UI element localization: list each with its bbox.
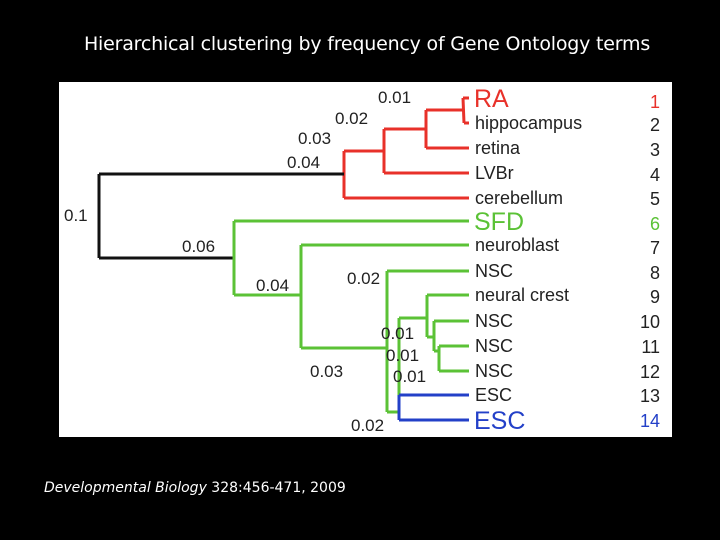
leaf-number: 9	[649, 287, 660, 307]
distance-label: 0.03	[298, 129, 332, 148]
green-cluster-branches	[234, 221, 469, 412]
dendrogram	[59, 82, 672, 437]
leaf-number: 11	[641, 337, 660, 357]
leaf-numbers	[640, 92, 660, 431]
leaf-number: 7	[649, 238, 660, 258]
citation	[44, 480, 346, 496]
leaf-label: ESC	[474, 407, 526, 435]
leaf-number: 3	[649, 140, 660, 160]
distance-label: 0.01	[381, 324, 415, 343]
leaf-label: LVBr	[475, 163, 514, 183]
leaf-number: 2	[649, 115, 660, 135]
leaf-number: 5	[649, 189, 660, 209]
leaf-number: 12	[639, 362, 660, 382]
leaf-number: 1	[649, 92, 660, 112]
leaf-number: 4	[649, 165, 660, 185]
distance-label: 0.02	[351, 416, 385, 435]
distance-labels	[64, 88, 426, 435]
leaf-label: neural crest	[475, 285, 570, 305]
slide-title: Hierarchical clustering by frequency of Gene Ontology terms	[83, 33, 651, 55]
distance-label: 0.01	[393, 367, 427, 386]
citation-details: 328:456-471, 2009	[206, 480, 346, 496]
leaf-label: NSC	[475, 261, 514, 281]
leaf-number: 10	[639, 312, 660, 332]
leaf-number: 8	[649, 263, 660, 283]
distance-label: 0.02	[347, 269, 381, 288]
distance-label: 0.04	[287, 153, 321, 172]
leaf-label: cerebellum	[475, 188, 564, 208]
leaf-labels	[474, 85, 582, 435]
leaf-number: 14	[639, 411, 660, 431]
leaf-label: neuroblast	[475, 235, 560, 255]
blue-cluster-branches	[399, 395, 469, 420]
leaf-label: SFD	[474, 208, 524, 236]
leaf-label: NSC	[475, 311, 514, 331]
distance-label: 0.1	[64, 206, 88, 225]
distance-label: 0.03	[310, 362, 344, 381]
dendrogram-figure	[59, 82, 672, 437]
leaf-label: ESC	[475, 385, 513, 405]
leaf-label: NSC	[475, 336, 514, 356]
distance-label: 0.04	[256, 276, 290, 295]
citation-journal: Developmental Biology	[44, 480, 207, 496]
leaf-label: retina	[475, 138, 521, 158]
distance-label: 0.06	[182, 237, 216, 256]
leaf-label: RA	[474, 85, 509, 113]
distance-label: 0.01	[378, 88, 412, 107]
leaf-label: hippocampus	[475, 113, 583, 133]
leaf-number: 13	[639, 386, 660, 406]
leaf-number: 6	[649, 214, 660, 234]
distance-label: 0.01	[386, 346, 420, 365]
distance-label: 0.02	[335, 109, 369, 128]
leaf-label: NSC	[475, 361, 514, 381]
